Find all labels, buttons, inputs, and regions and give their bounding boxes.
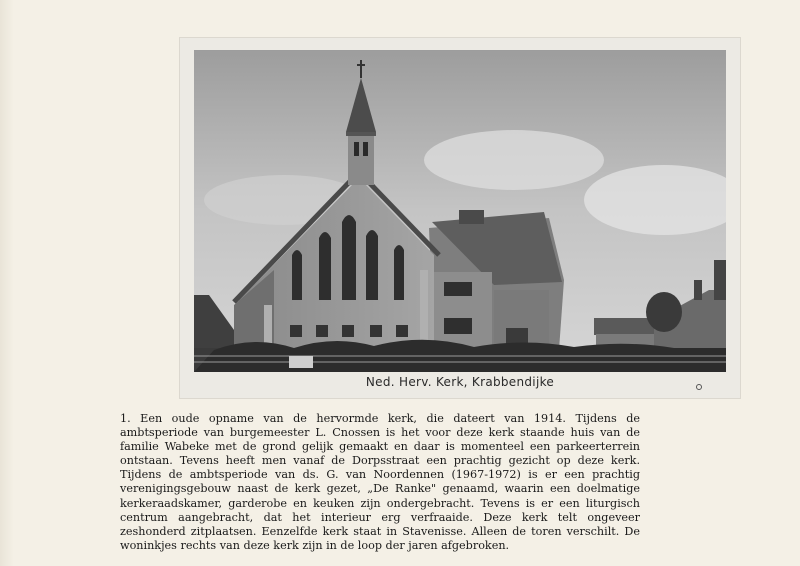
description-paragraph: 1. Een oude opname van de hervormde kerk, die dateert van 1914. Tijdens de ambtsperiode van burgemeester L. Cnossen is het voor deze kerk staande huis van de familie Wabeke met de grond gelijk gemaakt en daar is momenteel een parkeerterrein ontstaan. Tevens heeft men vanaf de Dorpsstraat een prachtig gezicht op deze kerk. Tijdens de ambtsperiode van ds. G. van Noordennen (1967-1972) is er een prachtig verenigingsgebouw naast de kerk gezet, „De Ranke" genaamd, waarin een doelmatige kerkeraadskamer, garderobe en keuken zijn ondergebracht. Tevens is er een liturgisch centrum aangebracht, dat het interieur erg verfraaide. Deze kerk telt ongeveer zeshonderd zitplaatsen. Eenzelfde kerk staat in Stavenisse. Alleen de toren verschilt. De woninkjes rechts van deze kerk zijn in de loop der jaren afgebroken. xyxy=(120,412,640,552)
tower-ledge xyxy=(346,132,376,136)
tower-window xyxy=(354,142,359,156)
window xyxy=(444,318,472,334)
photo-card xyxy=(180,38,740,398)
dormer xyxy=(459,210,484,224)
chimney xyxy=(714,260,726,300)
signboard xyxy=(289,356,313,368)
church-illustration xyxy=(194,50,726,372)
cloud xyxy=(424,130,604,190)
chimney xyxy=(694,280,702,300)
window xyxy=(444,282,472,296)
page-edge xyxy=(0,0,14,566)
caption-mark xyxy=(696,384,702,390)
tower-window xyxy=(363,142,368,156)
tree xyxy=(646,292,682,332)
photo-caption: Ned. Herv. Kerk, Krabbendijke xyxy=(365,375,555,389)
tower xyxy=(348,135,374,185)
church-photo xyxy=(194,50,726,372)
